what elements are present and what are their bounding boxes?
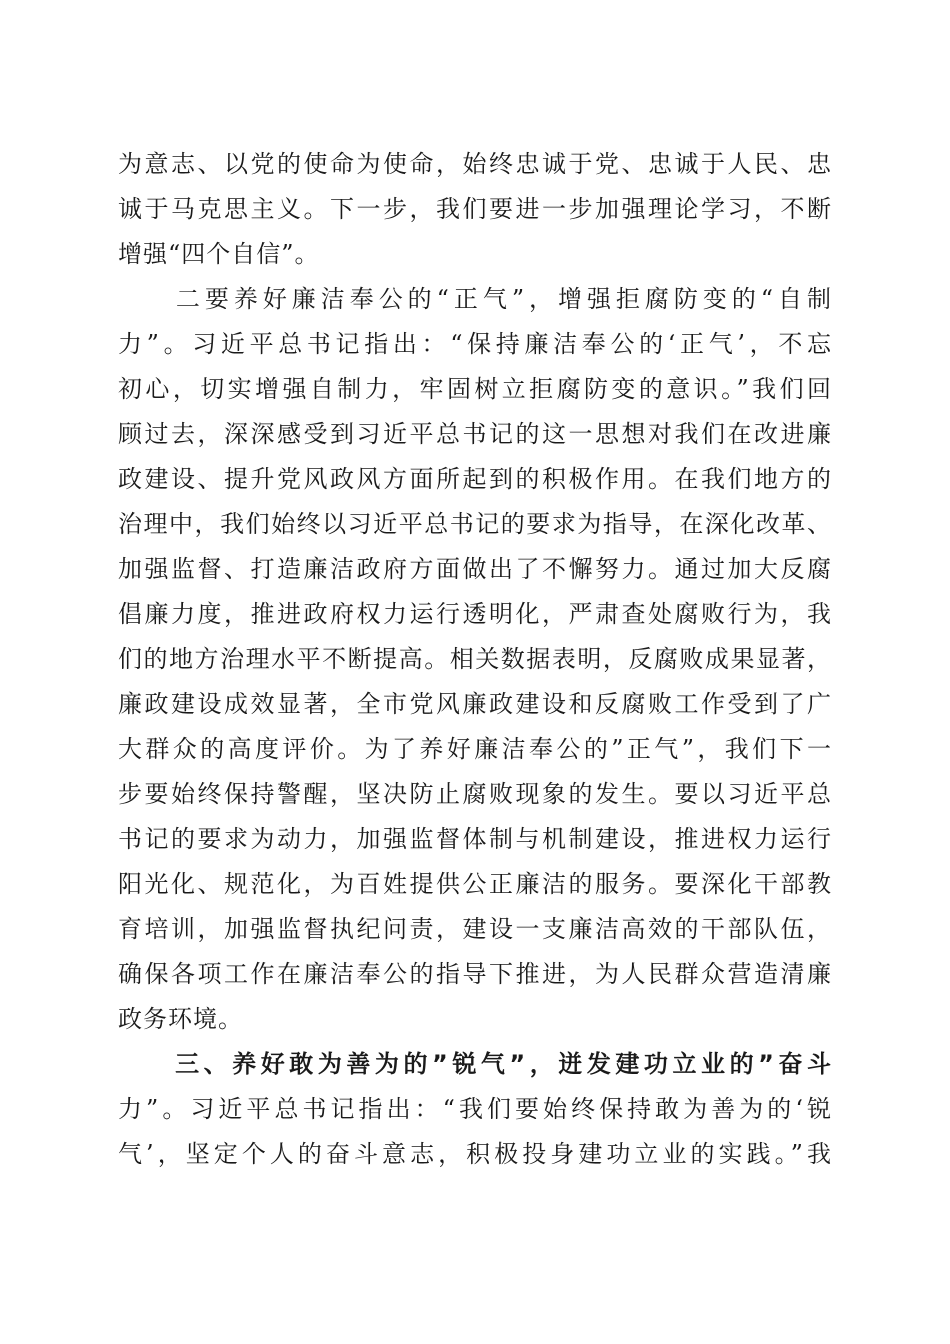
paragraph-2-heading-line: 二要养好廉洁奉公的“正气”，增强拒腐防变的“自制 [118, 285, 832, 313]
text-line: 大群众的高度评价。为了养好廉洁奉公的”正气”，我们下一 [118, 735, 832, 763]
text-line: 初心，切实增强自制力，牢固树立拒腐防变的意识。”我们回 [118, 375, 832, 403]
text-line: 增强“四个自信”。 [118, 240, 320, 268]
text-line: 步要始终保持警醒，坚决防止腐败现象的发生。要以习近平总 [118, 780, 832, 808]
text-line: 诚于马克思主义。下一步，我们要进一步加强理论学习，不断 [118, 195, 832, 223]
text-line: 加强监督、打造廉洁政府方面做出了不懈努力。通过加大反腐 [118, 555, 832, 583]
text-line: 为意志、以党的使命为使命，始终忠诚于党、忠诚于人民、忠 [118, 150, 832, 178]
text-line: 廉政建设成效显著，全市党风廉政建设和反腐败工作受到了广 [118, 690, 832, 718]
text-line: 倡廉力度，推进政府权力运行透明化，严肃查处腐败行为，我 [118, 600, 832, 628]
text-line: 政务环境。 [118, 1005, 243, 1033]
text-line: 确保各项工作在廉洁奉公的指导下推进，为人民群众营造清廉 [118, 960, 832, 988]
text-line: 阳光化、规范化，为百姓提供公正廉洁的服务。要深化干部教 [118, 870, 832, 898]
text-line: 政建设、提升党风政风方面所起到的积极作用。在我们地方的 [118, 465, 832, 493]
text-line: 力”。习近平总书记指出：“保持廉洁奉公的‘正气’，不忘 [118, 330, 832, 358]
text-line: 力”。习近平总书记指出：“我们要始终保持敢为善为的‘锐 [118, 1095, 832, 1123]
text-line: 书记的要求为动力，加强监督体制与机制建设，推进权力运行 [118, 825, 832, 853]
text-line: 气’，坚定个人的奋斗意志，积极投身建功立业的实践。”我 [118, 1140, 832, 1168]
text-line: 育培训，加强监督执纪问责，建设一支廉洁高效的干部队伍， [118, 915, 832, 943]
text-line: 们的地方治理水平不断提高。相关数据表明，反腐败成果显著， [118, 645, 832, 673]
text-line: 治理中，我们始终以习近平总书记的要求为指导，在深化改革、 [118, 510, 832, 538]
section-3-heading-line: 三、养好敢为善为的”锐气”，迸发建功立业的”奋斗 [118, 1050, 832, 1078]
text-line: 顾过去，深深感受到习近平总书记的这一思想对我们在改进廉 [118, 420, 832, 448]
